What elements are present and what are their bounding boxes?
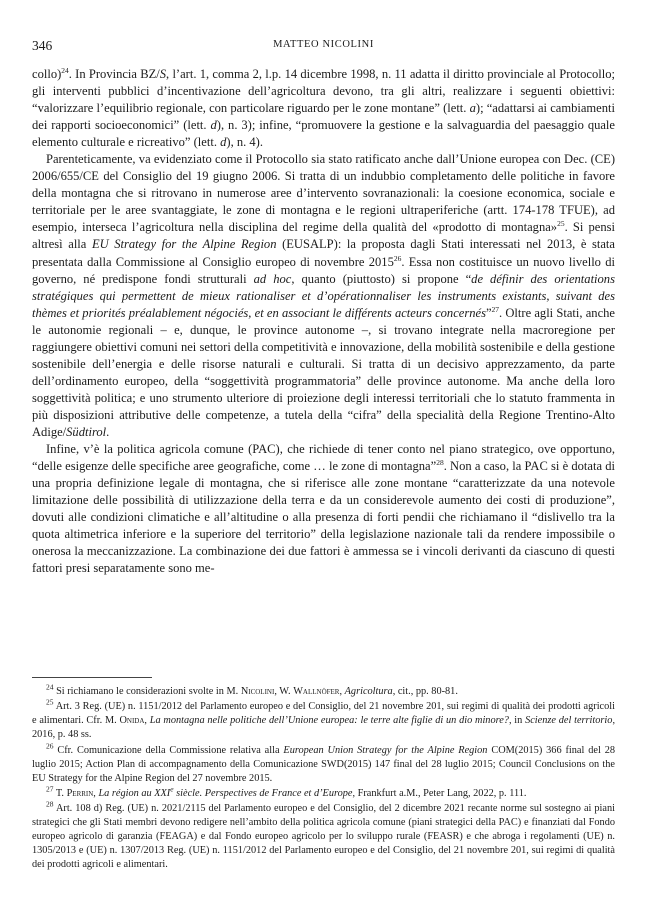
footnotes [32,682,616,874]
footnote-28: $^{28}$ Art. 108 d) Reg. (UE) n. 2021/2115 del Parlamento europeo e del Consiglio, del 2 dicembre 2021 recante norme sul sostegno ai piani strategici che gli Stati membri devono redigere nell’ambito della politica agricola comune (piani strategici della PAC) e finanziati dal Fondo europeo agricolo di garanzia (FEAGA) e dal Fondo europeo agricolo per lo sviluppo rurale (FEASR) e che abroga i regolamenti (UE) n. 1305/2013 e (UE) n. 1307/2013 Reg. (UE) n. 1151/2012 del Parlamento europeo e del Consiglio, del 21 novembre 201, sui regimi di qualità dei prodotti agricoli e alimentari. [32,799,615,871]
paragraph: Infine, v’è la politica agricola comune (PAC), che richiede di tener conto nel piano strategico, ove opportuno, “delle esigenze delle specifiche aree geografiche, come … le zone di montagna”$^{28}$. Non a caso, la PAC si è dotata di una propria definizione legale di montagna, che si riferisce alle zone montane “caratterizzate da una notevole limitazione delle possibilità di utilizzazione della terra e da un considerevole aumento dei costi di produzione”, dovuti alle condizioni climatiche e all’altitudine o alla presenza di forti pendii che richiamano il “dislivello tra la quota altimetrica inferiore e la superiore del territorio” della legislazione nazionale tali da rendere impossibile o onerosa la meccanizzazione. La combinazione dei due fattori è ammessa se i vincoli derivanti da ciascuno di questi fattori presi separatamente sono me- [32,442,616,576]
footnote-25: $^{25}$ Art. 3 Reg. (UE) n. 1151/2012 del Parlamento europeo e del Consiglio, del 21 novembre 201, sui regimi di qualità dei prodotti agricoli e alimentari. Cfr. M. Onida, La montagna nelle politiche dell’Unione europea: le terre alte figlie di un dio minore?, in Scienze del territorio, 2016, p. 48 ss. [32,697,616,741]
footnote-24: $^{24}$ Si richiamano le considerazioni svolte in M. Nicolini, W. Wallnöfer, Agricoltura, cit., pp. 80-81. [46,682,458,697]
page-number: 346 [32,38,53,53]
page-header [32,38,615,54]
paragraph: Parenteticamente, va evidenziato come il Protocollo sia stato ratificato anche dall’Unione europea con Dec. (CE) 2006/655/CE del Consiglio del 19 giugno 2006. Si tratta di un indubbio completamento delle politiche in favore della montagna che si ritrovano in numerose aree d’intervento sovranazionali: la coesione economica, sociale e territoriale per le aree svantaggiate, le zone di montagna e le regioni ultraperiferiche (artt. 174-178 TFUE), ad esempio, interseca l’agricoltura nella disciplina del regime della qualità del «prodotto di montagna»$^{25}$. Si pensi altresì alla EU Strategy for the Alpine Region (EUSALP): la proposta dagli Stati interessati nel 2013, è stata presentata dalla Commissione al Consiglio europeo di novembre 2015$^{26}$. Essa non costituisce un nuovo livello di governo, né predispone fondi strutturali ad hoc, quanto (piuttosto) si propone “de définir des orientations stratégiques qui permettent de mieux rationaliser et d’opérationnaliser les instruments existants, suivant des thèmes et priorités préalablement négociés, et en associant le différents acteurs concernés”$^{27}$. Oltre agli Stati, anche le autonomie regionali – e, dunque, le province autonome –, si trovano integrate nella macroregione per raggiungere obiettivi comuni nei settori della competitività e innovazione, della mobilità sostenibile e della gestione sostenibile dell’energia e delle risorse naturali e culturali. Si tratta di un decisivo apprezzamento, da parte dell’ordinamento europeo, della “soggettività programmatoria” delle province autonome. Ma anche della loro soggettività politica; e uno strumento ulteriore di proiezione degli interessi territoriali che lo statuto frammenta in più disposizioni attributive delle competenze, a tutela della “cifra” della specialità della Regione Trentino-Alto Adige/Südtirol. [32,152,616,439]
body-text [32,66,615,577]
paragraph: collo)$^{24}$. In Provincia BZ/S, l’art. 1, comma 2, l.p. 14 dicembre 1998, n. 11 adatta il diritto provinciale al Protocollo; gli interventi pubblici d’incentivazione dell’agricoltura devono, tra gli altri, realizzare i seguenti obiettivi: “valorizzare l’equilibrio regionale, con particolare riguardo per le zone montane” (lett. a); “adattarsi ai cambiamenti dei rapporti socioeconomici” (lett. d), n. 3); infine, “promuovere la gestione e la salvaguardia del paesaggio quale elemento culturale e ricreativo” (lett. d), n. 4). [32,65,616,150]
running-head: MATTEO NICOLINI [273,39,374,50]
footnote-separator [32,677,152,678]
footnote-26: $^{26}$ Cfr. Comunicazione della Commissione relativa alla European Union Strategy for the Alpine Region COM(2015) 366 final del 28 luglio 2015; Action Plan di accompagnamento della Comunicazione SWD(2015) 147 final del 28 luglio 2015; Council Conclusions on the EU Strategy for the Alpine Region del 27 novembre 2015. [32,741,615,784]
footnote-27: $^{27}$ T. Perrin, La région au XXIe siècle. Perspectives de France et d’Europe, Frankfurt a.M., Peter Lang, 2022, p. 111. [46,784,527,799]
